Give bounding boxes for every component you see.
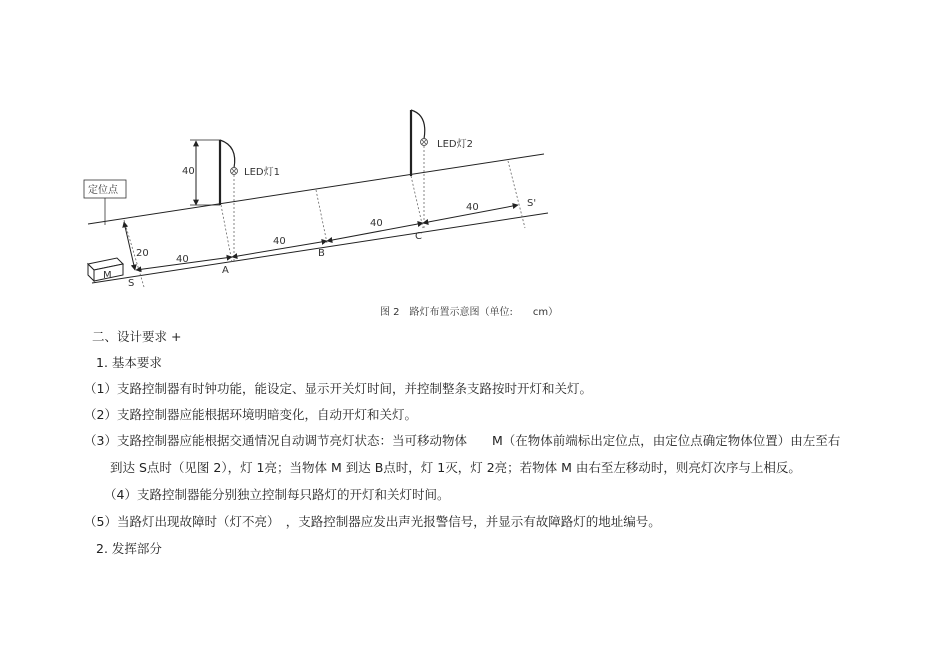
- a-marker: [221, 205, 232, 262]
- requirement-3-line-2: 到达 S点时（见图 2），灯 1亮；当物体 M 到达 B点时，灯 1灭，灯 2亮；若物体 M 由右至左移动时，则亮灯次序与上相反。: [110, 460, 801, 475]
- lamp-2-icon: [421, 139, 428, 146]
- requirement-5: （5）当路灯出现故障时（灯不亮） ，支路控制器应发出声光报警信号，并显示有故障路灯的地址编号。: [84, 514, 661, 529]
- lamp-1-icon: [231, 168, 238, 175]
- lamp-2-label: LED灯2: [437, 139, 473, 150]
- point-c-label: C: [415, 231, 422, 242]
- requirement-3-line-1: （3）支路控制器应能根据交通情况自动调节亮灯状态：当可移动物体 M（在物体前端标出定位点，由定位点确定物体位置）由左至右: [84, 433, 841, 448]
- point-s-label: S: [128, 278, 135, 289]
- locate-point-label: 定位点: [88, 185, 118, 196]
- pole-1-arm: [220, 140, 235, 168]
- c-marker: [411, 176, 423, 228]
- requirement-2: （2）支路控制器应能根据环境明暗变化，自动开灯和关灯。: [84, 407, 417, 422]
- point-s2-label: S': [527, 198, 537, 209]
- requirement-1: （1）支路控制器有时钟功能，能设定、显示开关灯时间，并控制整条支路按时开灯和关灯。: [84, 381, 592, 396]
- streetlight-layout-diagram: [0, 0, 950, 300]
- extension-title: 2. 发挥部分: [96, 541, 162, 556]
- offset-label: 20: [136, 248, 149, 259]
- point-a-label: A: [222, 265, 229, 276]
- section-title: 二、设计要求 +: [92, 329, 182, 344]
- dim-s-a-label: 40: [176, 254, 189, 265]
- basic-requirements-title: 1. 基本要求: [96, 355, 162, 370]
- pole-height-label: 40: [182, 166, 195, 177]
- point-b-label: B: [318, 248, 325, 259]
- figure-caption: 图 2 路灯布置示意图（单位: cm）: [380, 307, 559, 318]
- dim-c-s2-label: 40: [466, 202, 479, 213]
- offset-arrow: [124, 222, 135, 270]
- b-marker: [316, 190, 327, 243]
- dim-a-b-label: 40: [273, 236, 286, 247]
- dim-b-c-label: 40: [370, 218, 383, 229]
- lamp-1-label: LED灯1: [244, 167, 280, 178]
- pole-2-arm: [411, 110, 425, 139]
- requirement-4: （4）支路控制器能分别独立控制每只路灯的开灯和关灯时间。: [104, 487, 450, 502]
- object-m-label: M: [103, 270, 112, 281]
